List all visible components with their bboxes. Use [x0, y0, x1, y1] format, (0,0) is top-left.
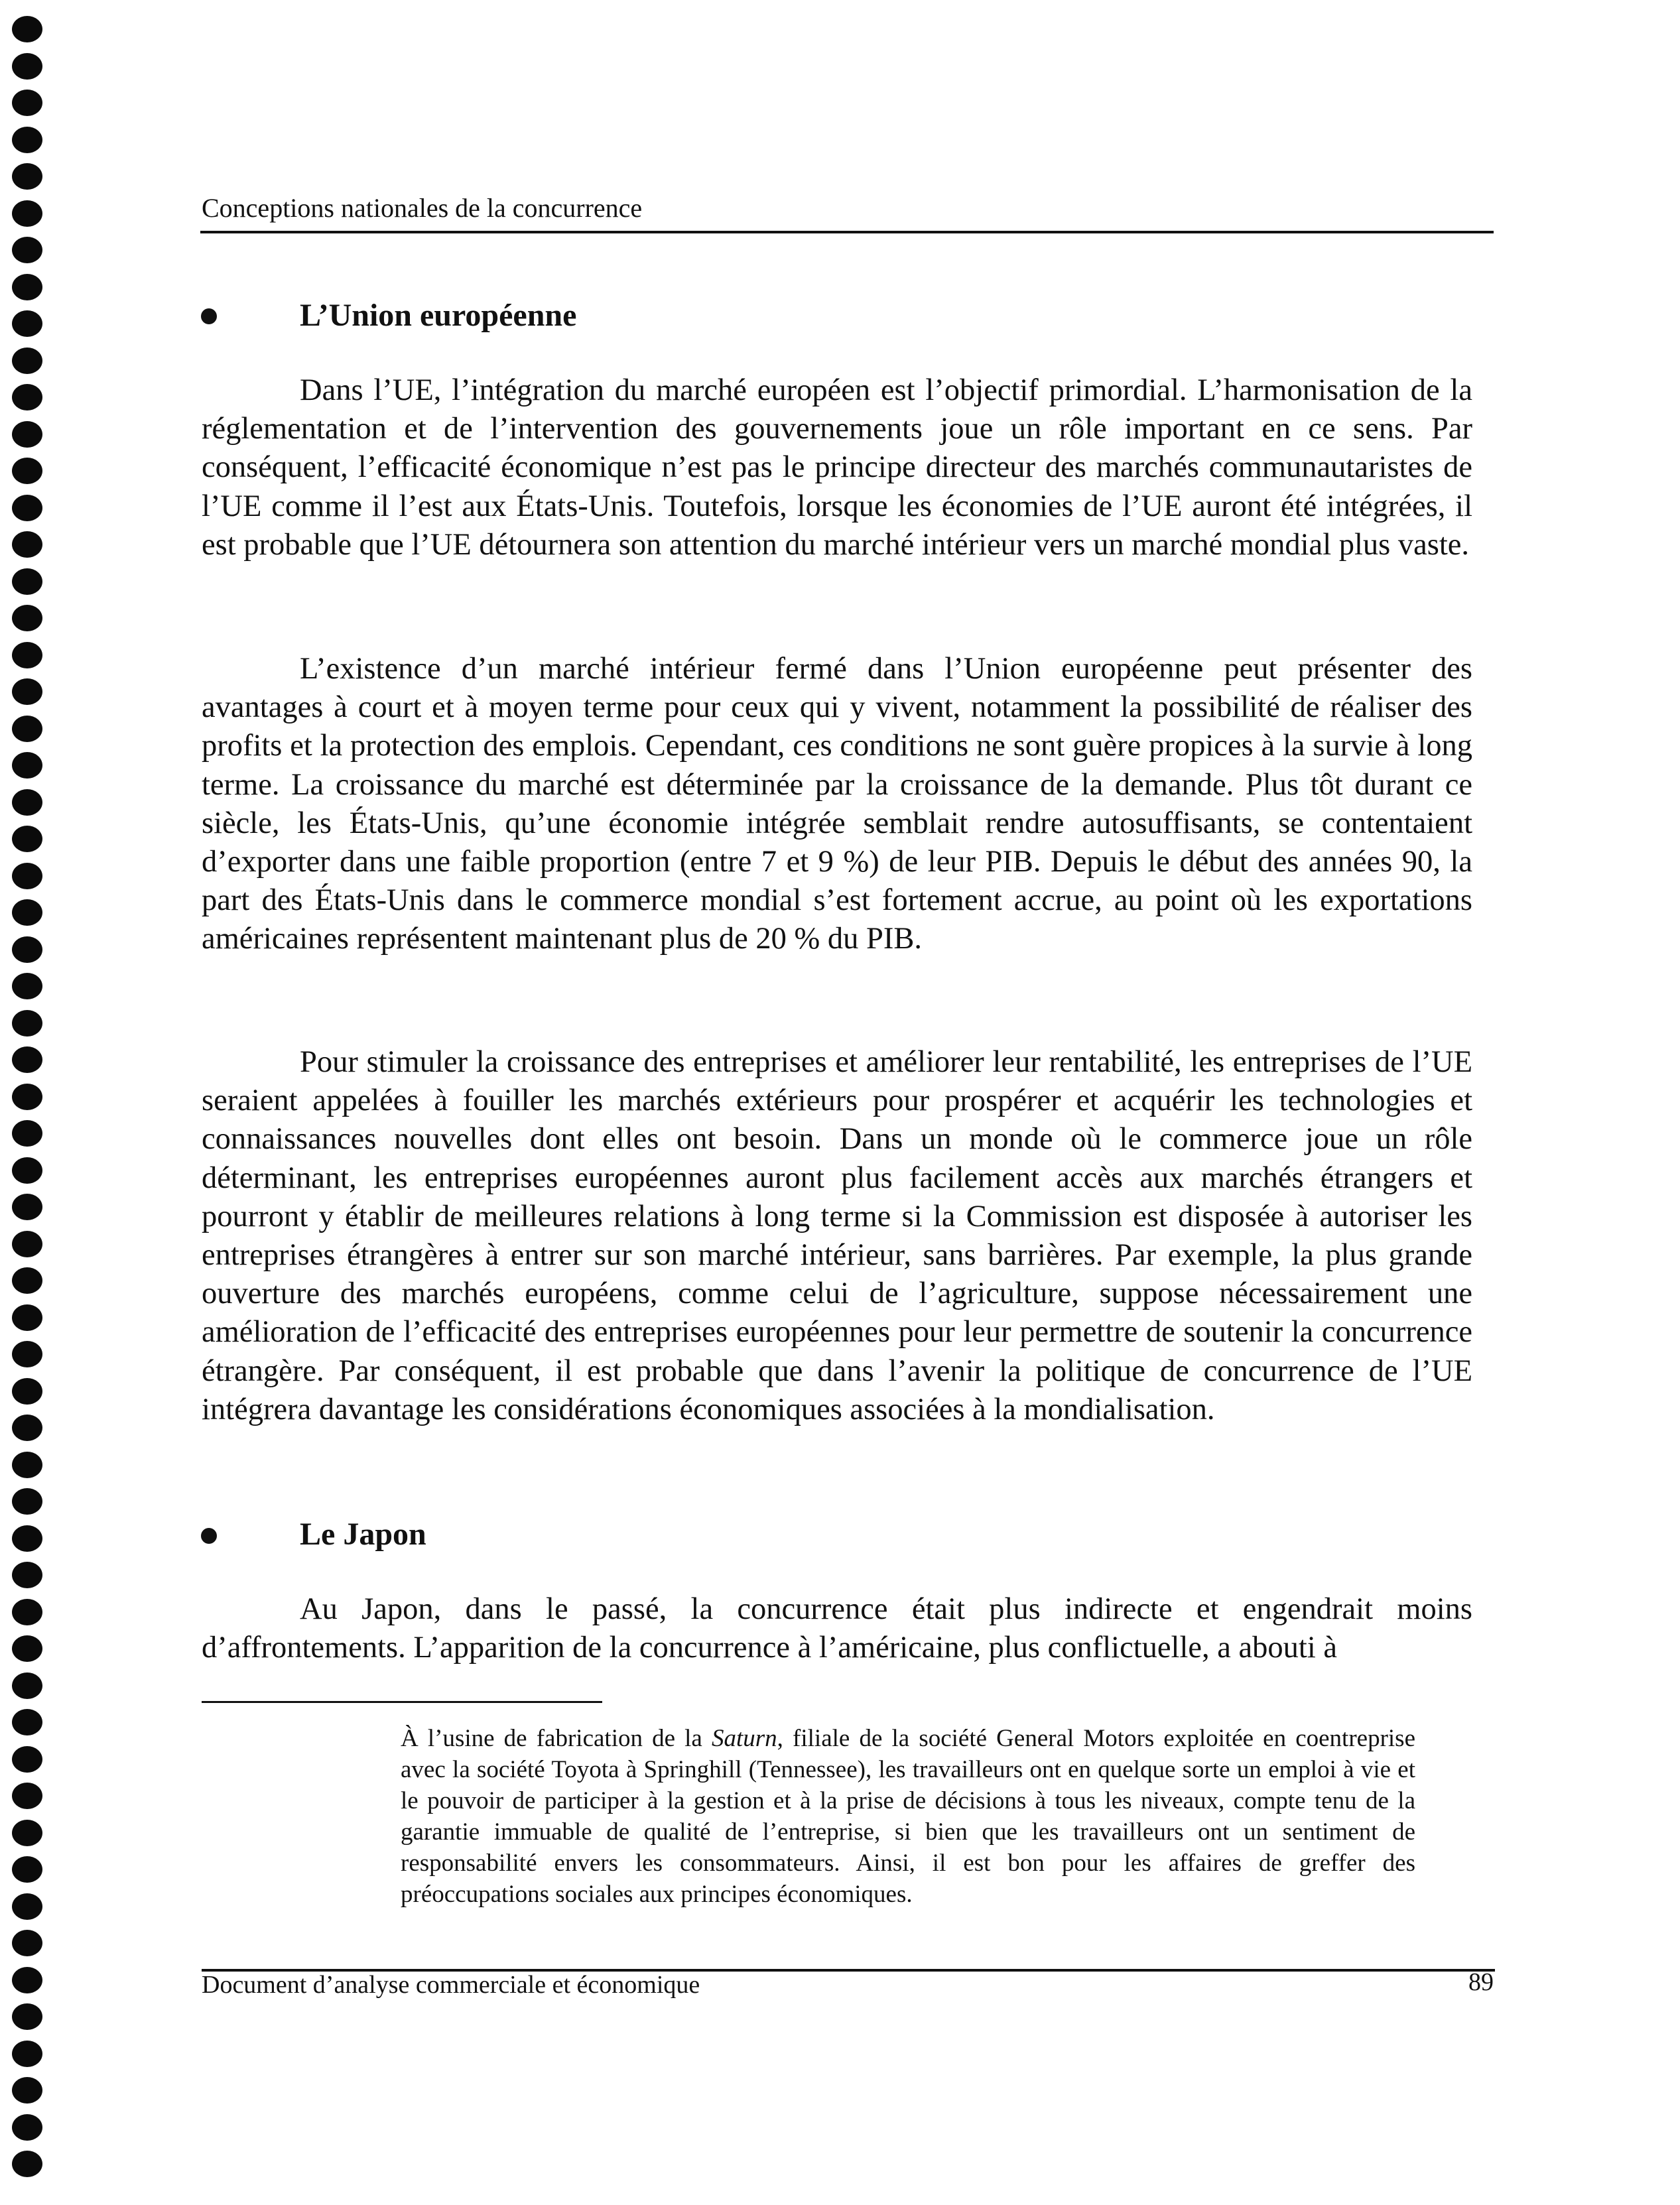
binder-hole	[12, 678, 42, 705]
footnote-emphasis: Saturn	[711, 1725, 777, 1752]
binder-hole	[12, 347, 42, 374]
binder-hole	[12, 936, 42, 963]
footer-title: Document d’analyse commerciale et économique	[202, 1971, 700, 1999]
binder-hole	[12, 789, 42, 816]
binder-hole	[12, 90, 42, 116]
binder-hole	[12, 1599, 42, 1625]
binder-hole	[12, 1488, 42, 1515]
binder-hole	[12, 1672, 42, 1699]
page-number: 89	[1468, 1968, 1494, 1996]
binder-hole	[12, 1304, 42, 1331]
binder-hole	[12, 826, 42, 852]
binder-hole	[12, 1930, 42, 1956]
footnote-rule	[202, 1701, 602, 1703]
binder-hole	[12, 531, 42, 558]
section-heading-union-europeenne: L’Union européenne	[300, 298, 577, 333]
binder-hole	[12, 863, 42, 889]
binder-hole	[12, 1120, 42, 1147]
binder-hole	[12, 1525, 42, 1552]
binder-hole	[12, 1967, 42, 1993]
binder-hole	[12, 1084, 42, 1110]
binder-hole	[12, 53, 42, 80]
binder-hole	[12, 200, 42, 227]
binder-hole	[12, 310, 42, 337]
footnote-text-end: , filiale de la société General Motors exploitée en coentreprise avec la société Toyota à Springhill (Tennessee), les travailleurs ont en quelque sorte un emploi à vie et le pouvoir de participer à la gestion et à la prise de décisions à tous les niveaux, compte tenu de la garantie immuable de qualité de l’entreprise, si bien que les travailleurs ont un sentiment de responsabilité envers les consommateurs. Ainsi, il est bon pour les affaires de greffer des préoccupations sociales aux principes économiques.	[401, 1725, 1415, 1908]
paragraph: Dans l’UE, l’intégration du marché européen est l’objectif primordial. L’harmonisation de la réglementation et de l’intervention des gouvernements joue un rôle important en ce sens. Par conséquent, l’efficacité économique n’est pas le principe directeur des marchés communautaristes de l’UE comme il l’est aux États-Unis. Toutefois, lorsque les économies de l’UE auront été intégrées, il est probable que l’UE détournera son attention du marché intérieur vers un marché mondial plus vaste.	[202, 373, 1472, 562]
binder-hole	[12, 274, 42, 300]
header-rule	[200, 231, 1494, 233]
binder-hole	[12, 2151, 42, 2177]
binder-hole	[12, 1231, 42, 1257]
binder-punch-holes	[12, 16, 44, 2198]
binder-hole	[12, 2114, 42, 2141]
section-heading-japon: Le Japon	[300, 1517, 426, 1552]
binder-hole	[12, 752, 42, 779]
binder-hole	[12, 1341, 42, 1367]
binder-hole	[12, 495, 42, 521]
paragraph: Au Japon, dans le passé, la concurrence était plus indirecte et engendrait moins d’affrontements. L’apparition de la concurrence à l’américaine, plus conflictuelle, a abouti à	[202, 1592, 1472, 1665]
binder-hole	[12, 1562, 42, 1588]
binder-hole	[12, 1893, 42, 1920]
binder-hole	[12, 1194, 42, 1220]
binder-hole	[12, 1010, 42, 1037]
binder-hole	[12, 605, 42, 631]
binder-hole	[12, 1452, 42, 1478]
binder-hole	[12, 163, 42, 190]
binder-hole	[12, 1635, 42, 1662]
binder-hole	[12, 1709, 42, 1735]
footnote	[401, 1723, 1415, 1910]
binder-hole	[12, 421, 42, 448]
binder-hole	[12, 1046, 42, 1073]
binder-hole	[12, 2003, 42, 2030]
paragraph: Pour stimuler la croissance des entreprises et améliorer leur rentabilité, les entreprises de l’UE seraient appelées à fouiller les marchés extérieurs pour prospérer et acquérir les technologies et connaissances nouvelles dont elles ont besoin. Dans un monde où le commerce joue un rôle déterminant, les entreprises européennes auront plus facilement accès aux marchés étrangers et pourront y établir de meilleures relations à long terme si la Commission est disposée à autoriser les entreprises étrangères à entrer sur son marché intérieur, sans barrières. Par exemple, la plus grande ouverture des marchés européens, comme celui de l’agriculture, suppose nécessairement une amélioration de l’efficacité des entreprises européennes pour leur permettre de soutenir la concurrence étrangère. Par conséquent, il est probable que dans l’avenir la politique de concurrence de l’UE intégrera davantage les considérations économiques associées à la mondialisation.	[202, 1045, 1472, 1426]
binder-hole	[12, 2077, 42, 2104]
paragraph: L’existence d’un marché intérieur fermé dans l’Union européenne peut présenter des avantages à court et à moyen terme pour ceux qui y vivent, notamment la possibilité de réaliser des profits et la protection des emplois. Cependant, ces conditions ne sont guère propices à la survie à long terme. La croissance du marché est déterminée par la croissance de la demande. Plus tôt durant ce siècle, les États-Unis, qu’une économie intégrée semblait rendre autosuffisants, se contentaient d’exporter dans une faible proportion (entre 7 et 9 %) de leur PIB. Depuis le début des années 90, la part des États-Unis dans le commerce mondial s’est fortement accrue, au point où les exportations américaines représentent maintenant plus de 20 % du PIB.	[202, 652, 1472, 956]
binder-hole	[12, 1267, 42, 1294]
binder-hole	[12, 1820, 42, 1846]
binder-hole	[12, 127, 42, 153]
footnote-text-start: À l’usine de fabrication de la	[401, 1725, 712, 1752]
binder-hole	[12, 237, 42, 263]
binder-hole	[12, 716, 42, 742]
binder-hole	[12, 1378, 42, 1405]
binder-hole	[12, 1856, 42, 1883]
binder-hole	[12, 899, 42, 926]
binder-hole	[12, 1783, 42, 1809]
binder-hole	[12, 973, 42, 999]
section-bullet	[201, 308, 217, 324]
binder-hole	[12, 1157, 42, 1184]
binder-hole	[12, 384, 42, 410]
section-bullet	[201, 1528, 217, 1544]
binder-hole	[12, 1746, 42, 1773]
binder-hole	[12, 2041, 42, 2067]
binder-hole	[12, 568, 42, 595]
binder-hole	[12, 16, 42, 42]
binder-hole	[12, 1415, 42, 1441]
running-header: Conceptions nationales de la concurrence	[202, 193, 643, 223]
binder-hole	[12, 642, 42, 668]
binder-hole	[12, 458, 42, 484]
